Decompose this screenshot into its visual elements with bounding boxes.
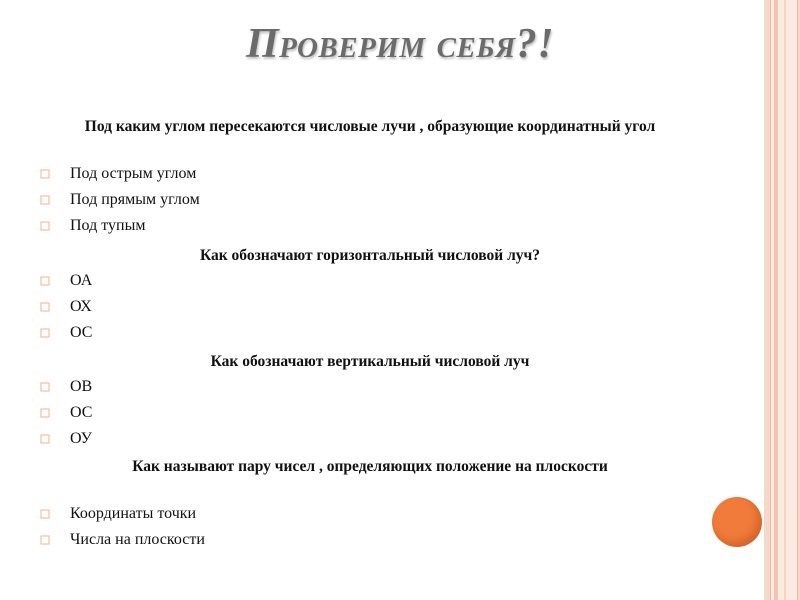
answer-option (40, 296, 92, 318)
answer-option (40, 215, 145, 237)
answer-option-label: Координаты точки (70, 505, 197, 522)
answer-option-label: Числа на плоскости (70, 531, 205, 548)
answer-option (40, 322, 92, 344)
answer-option-label: ОС (70, 324, 93, 341)
bullet-icon (40, 382, 70, 392)
bullet-icon (40, 328, 70, 338)
bullet-icon (40, 509, 70, 519)
bullet-icon (40, 302, 70, 312)
bullet-icon (40, 408, 70, 418)
answer-option (40, 270, 92, 292)
answer-option (40, 503, 196, 525)
answer-option (40, 189, 200, 211)
answer-option-label: ОА (70, 272, 93, 289)
orange-circle-decoration (712, 497, 762, 547)
answer-option-label: ОУ (70, 430, 92, 447)
answer-option (40, 428, 92, 450)
answer-option (40, 529, 205, 551)
answer-option-label: ОХ (70, 298, 92, 315)
bullet-icon (40, 276, 70, 286)
question-3: Как обозначают вертикальный числовой луч (210, 353, 530, 370)
answer-option-label: Под прямым углом (70, 191, 200, 208)
answer-option (40, 163, 196, 185)
right-frame-line (774, 0, 778, 600)
answer-option-label: ОВ (70, 378, 93, 395)
answer-option (40, 376, 92, 398)
bullet-icon (40, 221, 70, 231)
slide-title: Проверим себя?! (245, 21, 555, 67)
bullet-icon (40, 434, 70, 444)
question-2: Как обозначают горизонтальный числовой луч? (199, 247, 541, 264)
answer-option (40, 402, 92, 424)
right-frame-line-2 (784, 0, 786, 600)
bullet-icon (40, 535, 70, 545)
answer-option-label: Под острым углом (70, 165, 197, 182)
question-1: Под каким углом пересекаются числовые лучи , образующие координатный угол (84, 118, 656, 135)
question-4: Как называют пару чисел , определяющих положение на плоскости (132, 458, 608, 475)
bullet-icon (40, 169, 70, 179)
answer-option-label: Под тупым (70, 217, 146, 234)
answer-option-label: ОС (70, 404, 93, 421)
bullet-icon (40, 195, 70, 205)
